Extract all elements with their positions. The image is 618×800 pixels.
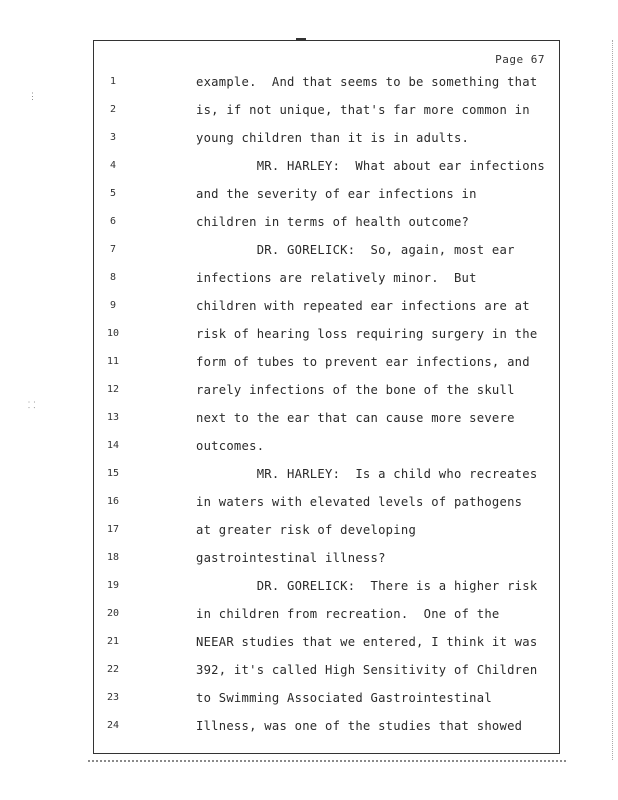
- transcript-line: [94, 523, 559, 543]
- transcript-line: [94, 635, 559, 655]
- transcript-line: [94, 159, 559, 179]
- line-number: 17: [106, 524, 120, 535]
- transcript-page: [93, 40, 560, 754]
- line-number: 3: [109, 132, 117, 143]
- line-text: MR. HARLEY: Is a child who recreates: [196, 467, 538, 481]
- margin-mark-upper: ⋮: [28, 92, 37, 102]
- line-number: 7: [109, 244, 117, 255]
- transcript-line: [94, 579, 559, 599]
- transcript-line: [94, 103, 559, 123]
- line-number: 5: [109, 188, 117, 199]
- line-text: NEEAR studies that we entered, I think it was: [196, 635, 538, 649]
- line-text: infections are relatively minor. But: [196, 271, 477, 285]
- transcript-line: [94, 299, 559, 319]
- line-text: in waters with elevated levels of pathogens: [196, 495, 523, 509]
- line-text: at greater risk of developing: [196, 523, 417, 537]
- transcript-line: [94, 355, 559, 375]
- line-text: gastrointestinal illness?: [196, 551, 386, 565]
- line-number: 22: [106, 664, 120, 675]
- line-text: risk of hearing loss requiring surgery in the: [196, 327, 538, 341]
- transcript-line: [94, 75, 559, 95]
- transcript-line: [94, 327, 559, 347]
- line-number: 13: [106, 412, 120, 423]
- line-text: children in terms of health outcome?: [196, 215, 470, 229]
- line-number: 18: [106, 552, 120, 563]
- line-text: young children than it is in adults.: [196, 131, 470, 145]
- line-text: DR. GORELICK: So, again, most ear: [196, 243, 515, 257]
- line-number: 23: [106, 692, 120, 703]
- transcript-line: [94, 411, 559, 431]
- line-number: 2: [109, 104, 117, 115]
- line-text: in children from recreation. One of the: [196, 607, 500, 621]
- transcript-line: [94, 467, 559, 487]
- transcript-line: [94, 131, 559, 151]
- line-text: rarely infections of the bone of the skull: [196, 383, 515, 397]
- scan-edge: [612, 40, 614, 760]
- line-text: children with repeated ear infections are at: [196, 299, 530, 313]
- bottom-scan-rule: [88, 760, 566, 762]
- transcript-line: [94, 691, 559, 711]
- transcript-line: [94, 187, 559, 207]
- line-text: outcomes.: [196, 439, 265, 453]
- transcript-line: [94, 215, 559, 235]
- line-number: 10: [106, 328, 120, 339]
- transcript-line: [94, 607, 559, 627]
- line-text: to Swimming Associated Gastrointestinal: [196, 691, 492, 705]
- line-number: 20: [106, 608, 120, 619]
- transcript-line: [94, 663, 559, 683]
- transcript-line: [94, 383, 559, 403]
- margin-mark-lower: ⸬: [28, 401, 36, 411]
- line-text: example. And that seems to be something that: [196, 75, 538, 89]
- line-number: 12: [106, 384, 120, 395]
- line-number: 14: [106, 440, 120, 451]
- transcript-line: [94, 495, 559, 515]
- line-text: and the severity of ear infections in: [196, 187, 477, 201]
- line-text: is, if not unique, that's far more common in: [196, 103, 530, 117]
- page-number: Page 67: [495, 53, 545, 66]
- line-number: 9: [109, 300, 117, 311]
- line-number: 4: [109, 160, 117, 171]
- line-text: form of tubes to prevent ear infections, and: [196, 355, 530, 369]
- line-number: 1: [109, 76, 117, 87]
- line-text: MR. HARLEY: What about ear infections: [196, 159, 546, 173]
- transcript-line: [94, 439, 559, 459]
- line-text: 392, it's called High Sensitivity of Children: [196, 663, 538, 677]
- line-number: 11: [106, 356, 120, 367]
- line-number: 8: [109, 272, 117, 283]
- line-number: 6: [109, 216, 117, 227]
- line-text: DR. GORELICK: There is a higher risk: [196, 579, 538, 593]
- line-text: Illness, was one of the studies that showed: [196, 719, 523, 733]
- line-number: 15: [106, 468, 120, 479]
- transcript-line: [94, 551, 559, 571]
- line-number: 16: [106, 496, 120, 507]
- transcript-line: [94, 719, 559, 739]
- line-number: 24: [106, 720, 120, 731]
- line-text: next to the ear that can cause more severe: [196, 411, 515, 425]
- transcript-line: [94, 271, 559, 291]
- transcript-line: [94, 243, 559, 263]
- line-number: 19: [106, 580, 120, 591]
- line-number: 21: [106, 636, 120, 647]
